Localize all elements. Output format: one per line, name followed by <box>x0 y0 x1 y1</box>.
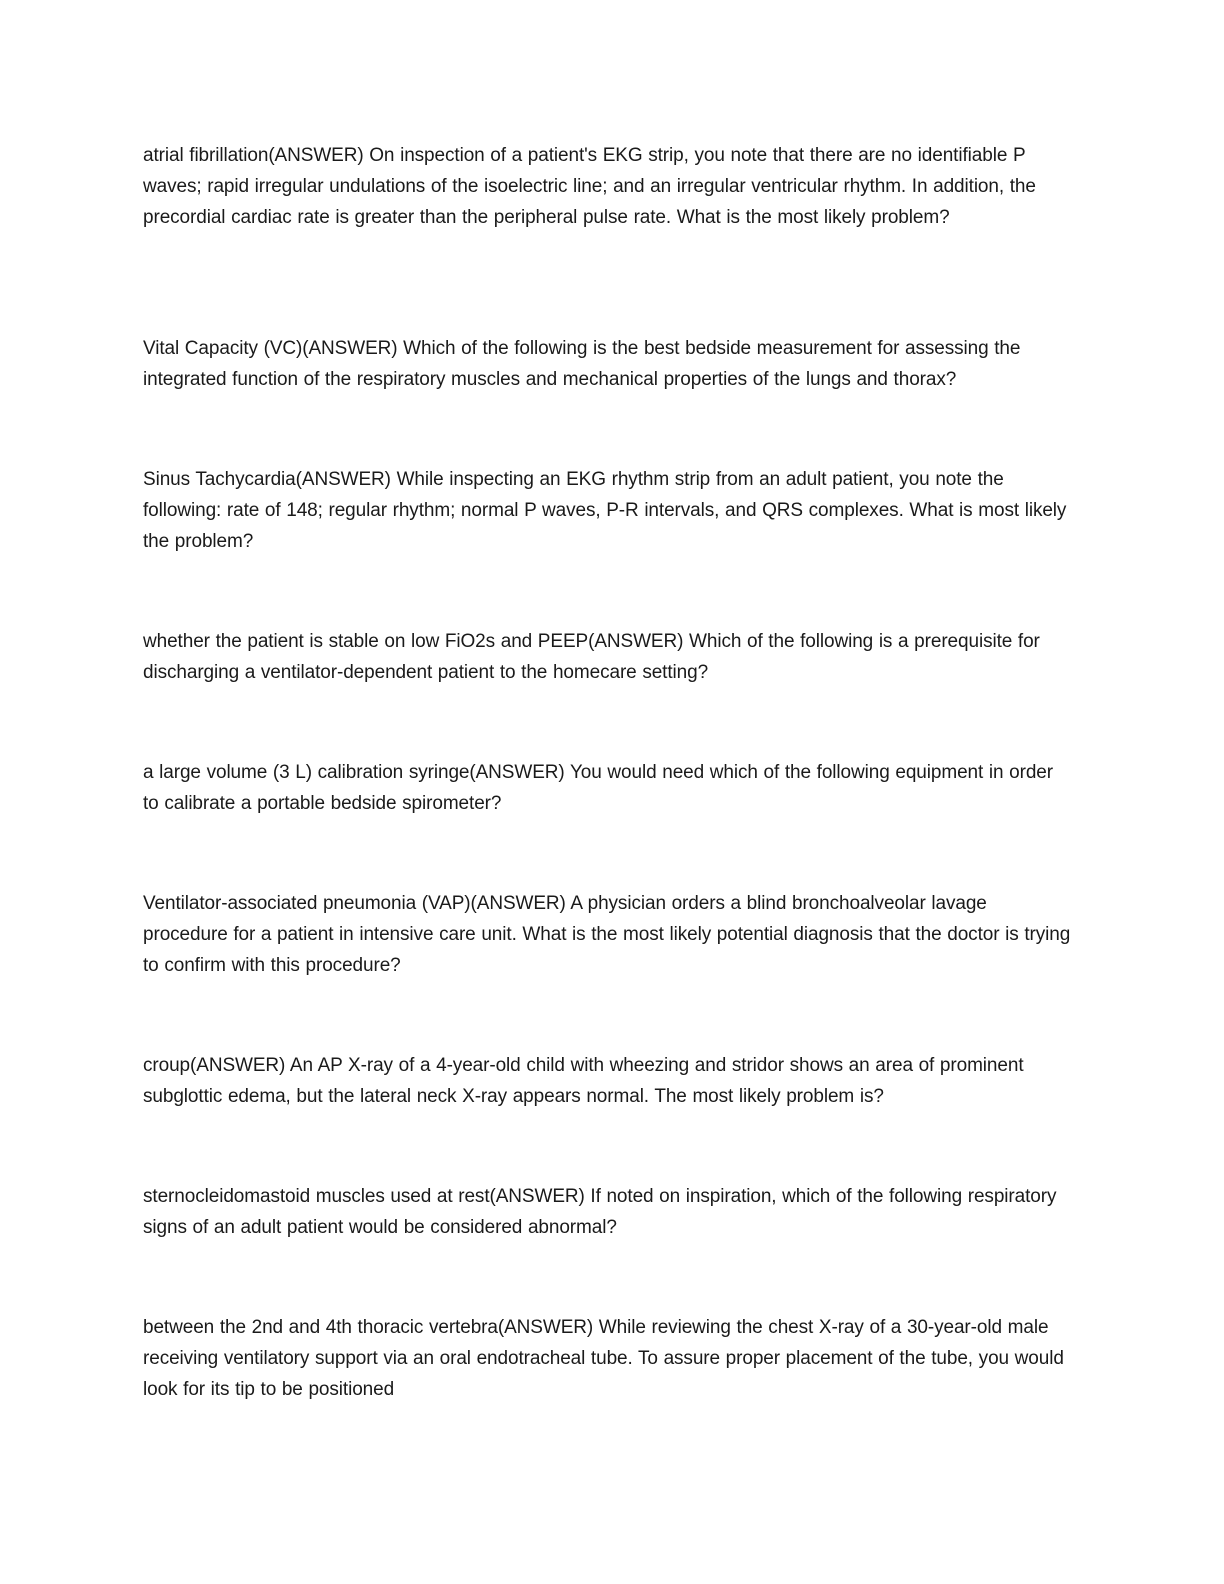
qa-entry-3: Sinus Tachycardia(ANSWER) While inspecting an EKG rhythm strip from an adult patient, you note the following: rate of 148; regular rhythm; normal P waves, P-R intervals, and QRS complexes. What is most likely the problem? <box>143 469 1067 552</box>
qa-entry-6: Ventilator-associated pneumonia (VAP)(ANSWER) A physician orders a blind bronchoalveolar lavage procedure for a patient in intensive care unit. What is the most likely potential diagnosis that the doctor is trying to confirm with this procedure? <box>143 893 1071 976</box>
qa-entry-9: between the 2nd and 4th thoracic vertebra(ANSWER) While reviewing the chest X-ray of a 30-year-old male receiving ventilatory support via an oral endotracheal tube. To assure proper placement of the tube, you would look for its tip to be positioned <box>143 1317 1064 1400</box>
qa-entry-8: sternocleidomastoid muscles used at rest(ANSWER) If noted on inspiration, which of the following respiratory signs of an adult patient would be considered abnormal? <box>143 1186 1057 1238</box>
qa-entry-1: atrial fibrillation(ANSWER) On inspection of a patient's EKG strip, you note that there are no identifiable P waves; rapid irregular undulations of the isoelectric line; and an irregular ventricular rhythm. In addition, the precordial cardiac rate is greater than the peripheral pulse rate. What is the most likely problem? <box>143 145 1036 228</box>
qa-entry-5: a large volume (3 L) calibration syringe(ANSWER) You would need which of the following equipment in order to calibrate a portable bedside spirometer? <box>143 762 1053 814</box>
qa-entry-2: Vital Capacity (VC)(ANSWER) Which of the following is the best bedside measurement for assessing the integrated function of the respiratory muscles and mechanical properties of the lungs and thorax? <box>143 338 1021 390</box>
qa-entry-7: croup(ANSWER) An AP X-ray of a 4-year-old child with wheezing and stridor shows an area of prominent subglottic edema, but the lateral neck X-ray appears normal. The most likely problem is? <box>143 1055 1024 1107</box>
qa-entry-4: whether the patient is stable on low FiO2s and PEEP(ANSWER) Which of the following is a prerequisite for discharging a ventilator-dependent patient to the homecare setting? <box>143 631 1040 683</box>
